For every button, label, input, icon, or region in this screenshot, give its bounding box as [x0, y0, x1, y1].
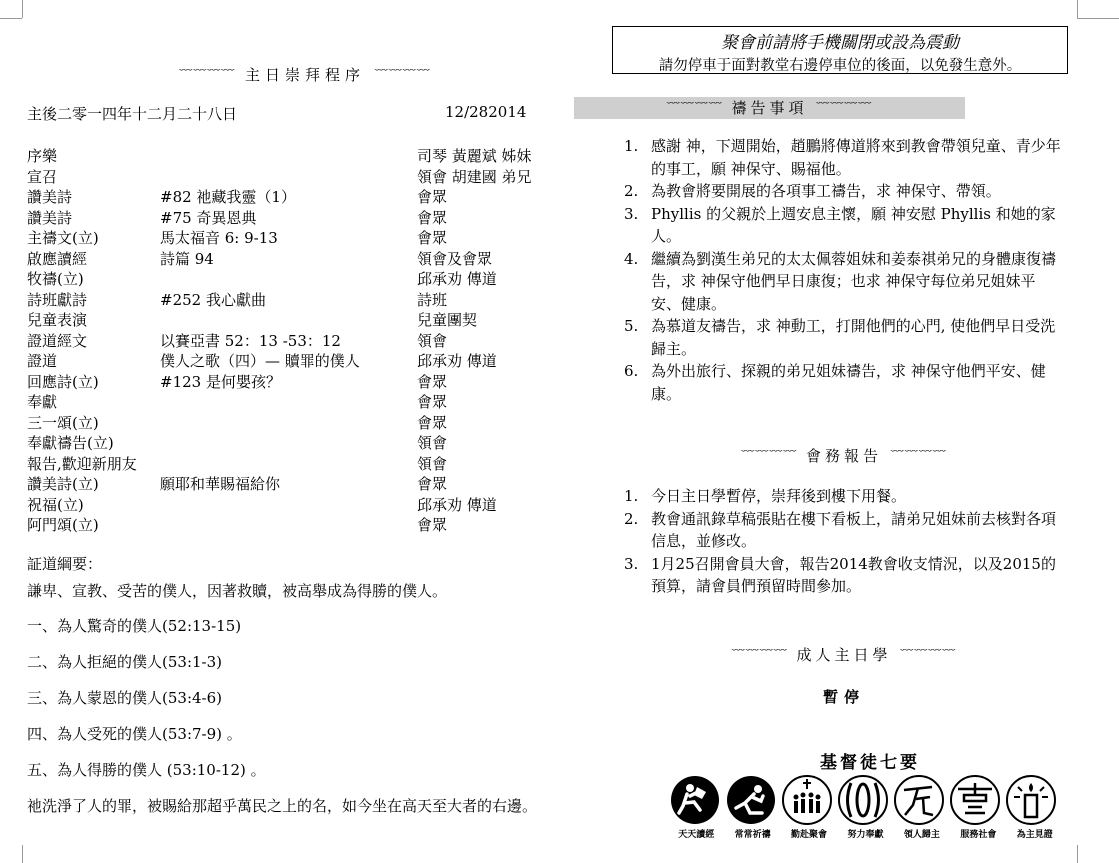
- affairs-item: [624, 553, 1064, 598]
- prayer-item-number: 2.: [624, 182, 639, 200]
- crop-mark: [1077, 18, 1119, 19]
- essential-label: 為主見證: [1016, 830, 1053, 840]
- program-leader: 領會 胡建國 弟兄: [417, 167, 532, 186]
- program-leader: 會眾: [417, 229, 448, 247]
- outline-point: 一、為人驚奇的僕人(52:13-15): [27, 617, 242, 635]
- program-leader: 詩班: [417, 290, 448, 309]
- program-item: 兒童表演: [27, 311, 88, 329]
- program-row: [27, 207, 547, 228]
- program-row: [27, 145, 547, 166]
- affairs-item-number: 3.: [624, 554, 639, 573]
- program-leader: 邱承劝 傳道: [417, 352, 497, 370]
- prayer-item-text: 繼續為劉漢生弟兄的太太佩蓉姐妹和姜泰祺弟兄的身體康復禱告，求 神保守他們早日康復；也求 神保守每位弟兄姐妹平安、健康。: [651, 249, 1057, 313]
- ornament-left: ﹋﹋﹋﹋: [741, 450, 798, 465]
- program-content: #252 我心獻曲: [160, 290, 266, 309]
- program-item: 序樂: [27, 147, 58, 165]
- ornament-right: ﹋﹋﹋﹋: [816, 102, 873, 117]
- prayer-item-number: 4.: [624, 249, 639, 268]
- program-leader: 領會及會眾: [417, 249, 493, 268]
- program-item: 報告,歡迎新朋友: [27, 454, 137, 473]
- prayer-item-number: 1.: [624, 137, 639, 155]
- notice-box: [612, 26, 1068, 74]
- program-leader: 會眾: [417, 393, 448, 411]
- program-leader: 會眾: [417, 372, 448, 391]
- gathering-icon: [783, 776, 831, 824]
- program-item: 啟應讀經: [27, 249, 88, 268]
- program-row: [27, 186, 547, 207]
- program-item: 三一頌(立): [27, 413, 99, 432]
- program-leader: 會眾: [417, 188, 448, 206]
- affairs-item-number: 1.: [624, 487, 639, 505]
- outline-conclusion: 祂洗淨了人的罪，被賜給那超乎萬民之上的名，如今坐在高天至大者的右邊。: [27, 797, 538, 815]
- seven-essentials-labels: [668, 827, 1063, 840]
- program-content: 僕人之歌（四）— 贖罪的僕人: [160, 352, 360, 370]
- prayer-item-text: 為慕道友禱告，求 神動工，打開他們的心門, 使他們早日受洗歸主。: [651, 317, 1056, 358]
- notice-phone: 聚會前請將手機關閉或設為震動: [721, 33, 959, 53]
- bible-reading-icon: [671, 776, 719, 824]
- program-item: 奉獻: [27, 393, 58, 411]
- program-leader: 領會: [417, 454, 448, 473]
- program-item: 阿門頌(立): [27, 516, 99, 534]
- program-item: 牧禱(立): [27, 270, 84, 288]
- ornament-right: ﹋﹋﹋﹋: [374, 69, 431, 84]
- program-leader: 會眾: [417, 208, 448, 227]
- program-row: [27, 412, 547, 433]
- prayer-item: [624, 360, 1064, 405]
- program-row: [27, 268, 547, 289]
- service-icon: [951, 776, 999, 824]
- program-item: 回應詩(立): [27, 372, 99, 391]
- program-content: #123 是何嬰孩？: [160, 372, 281, 391]
- outline-theme: 謙卑、宣教、受苦的僕人，因著救贖，被高舉成為得勝的僕人。: [27, 582, 448, 600]
- sunday-school-title-text: 成人主日學: [796, 646, 892, 664]
- program-row: [27, 453, 547, 474]
- program-row: [27, 289, 547, 310]
- sunday-school-status: 暫停: [822, 688, 865, 706]
- witness-icon: [1007, 776, 1055, 824]
- program-item: 證道: [27, 352, 58, 370]
- program-row: [27, 514, 547, 535]
- program-item: 讚美詩(立): [27, 475, 99, 493]
- offering-icon: [839, 776, 887, 824]
- crop-mark: [0, 18, 22, 19]
- prayer-item-number: 3.: [624, 204, 639, 223]
- ornament-left: ﹋﹋﹋﹋: [731, 649, 788, 664]
- essential-label: 努力奉獻: [847, 830, 884, 840]
- notice-parking: 請勿停車于面對教堂右邊停車位的後面，以免發生意外。: [658, 58, 1022, 74]
- prayer-item: [624, 248, 1064, 316]
- program-leader: 會眾: [417, 413, 448, 432]
- program-row: [27, 248, 547, 269]
- sermon-outline: [27, 553, 537, 817]
- outline-point: 二、為人拒絕的僕人(53:1-3): [27, 653, 223, 671]
- program-row: [27, 473, 547, 494]
- affairs-item: [624, 508, 1064, 553]
- ornament-left: ﹋﹋﹋﹋: [666, 102, 723, 117]
- program-leader: 邱承劝 傳道: [417, 495, 497, 514]
- affairs-item-text: 教會通訊錄草稿張貼在樓下看板上，請弟兄姐妹前去核對各項信息，並修改。: [651, 509, 1057, 550]
- program-item: 主禱文(立): [27, 229, 99, 247]
- program-content: 願耶和華賜福給你: [160, 475, 281, 493]
- prayer-list: [624, 135, 1064, 405]
- essential-label: 常常祈禱: [734, 830, 771, 840]
- affairs-item: [624, 485, 1064, 508]
- program-row: [27, 166, 547, 187]
- prayer-title-text: 禱告事項: [731, 99, 808, 117]
- program-item: 祝福(立): [27, 495, 84, 514]
- prayer-item-number: 6.: [624, 362, 639, 380]
- crop-mark: [1077, 845, 1078, 863]
- ornament-left: ﹋﹋﹋﹋: [179, 69, 236, 84]
- program-content: #75 奇異恩典: [160, 208, 257, 227]
- affairs-item-text: 1月25召開會員大會，報告2014教會收支情況，以及2015的預算，請會員們預留時間參加。: [651, 554, 1056, 595]
- affairs-title-text: 會務報告: [805, 447, 882, 465]
- program-content: 詩篇 94: [160, 249, 214, 268]
- essential-label: 服務社會: [960, 830, 997, 840]
- service-date: [27, 103, 527, 124]
- program-row: [27, 432, 547, 453]
- date-chinese: 主後二零一四年十二月二十八日: [27, 105, 238, 123]
- prayer-item-text: 為教會將要開展的各項事工禱告，求 神保守、帶領。: [651, 182, 1001, 200]
- affairs-item-number: 2.: [624, 509, 639, 528]
- program-item: 詩班獻詩: [27, 290, 88, 309]
- program-row: [27, 494, 547, 515]
- prayer-item: [624, 180, 1064, 203]
- essential-label: 勤赴聚會: [791, 830, 828, 840]
- evangelism-icon: [895, 776, 943, 824]
- ornament-right: ﹋﹋﹋﹋: [900, 649, 957, 664]
- affairs-item-text: 今日主日學暫停，崇拜後到樓下用餐。: [651, 487, 907, 505]
- program-title-text: 主日崇拜程序: [244, 66, 365, 84]
- date-numeric: 12/282014: [445, 103, 527, 121]
- program-row: [27, 309, 547, 330]
- program-item: 宣召: [27, 167, 58, 186]
- affairs-section-title: [624, 445, 1064, 466]
- prayer-item-text: Phyllis 的父親於上週安息主懷，願 神安慰 Phyllis 和她的家人。: [651, 204, 1056, 245]
- program-leader: 會眾: [417, 475, 448, 493]
- program-row: [27, 350, 547, 371]
- outline-point: 三、為人蒙恩的僕人(53:4-6): [27, 689, 223, 707]
- affairs-list: [624, 485, 1064, 598]
- program-row: [27, 330, 547, 351]
- program-leader: 會眾: [417, 516, 448, 534]
- program-leader: 領會: [417, 331, 448, 350]
- outline-point: 五、為人得勝的僕人 (53:10-12) 。: [27, 761, 266, 779]
- program-row: [27, 227, 547, 248]
- essential-label: 領人歸主: [903, 830, 940, 840]
- crop-mark: [22, 845, 23, 863]
- program-leader: 兒童團契: [417, 311, 478, 329]
- prayer-item-text: 感謝 神，下週開始，趙鵬將傳道將來到教會帶領兒童、青少年的事工，願 神保守、賜福他。: [651, 137, 1061, 178]
- prayer-item-text: 為外出旅行、探親的弟兄姐妹禱告，求 神保守他們平安、健康。: [651, 362, 1046, 403]
- essential-label: 天天讀經: [678, 830, 715, 840]
- program-item: 奉獻禱告(立): [27, 434, 114, 452]
- program-title: [115, 64, 495, 85]
- program-content: 馬太福音 6: 9-13: [160, 229, 278, 247]
- prayer-item: [624, 315, 1064, 360]
- service-program-table: [27, 145, 547, 535]
- praying-icon: [727, 776, 775, 824]
- crop-mark: [1077, 0, 1078, 18]
- program-item: 讚美詩: [27, 188, 73, 206]
- program-content: 以賽亞書 52：13 -53：12: [160, 331, 341, 350]
- prayer-item: [624, 135, 1064, 180]
- seven-essentials-title: 基督徒七要: [820, 753, 920, 773]
- program-item: 讚美詩: [27, 208, 73, 227]
- program-leader: 司琴 黃麗斌 姊妹: [417, 147, 532, 165]
- program-row: [27, 371, 547, 392]
- program-content: #82 祂藏我靈（1）: [160, 188, 296, 206]
- crop-mark: [22, 0, 23, 18]
- prayer-section-title: [574, 97, 965, 119]
- program-leader: 領會: [417, 434, 448, 452]
- sunday-school-title: [624, 644, 1064, 665]
- prayer-item-number: 5.: [624, 317, 639, 335]
- program-leader: 邱承劝 傳道: [417, 270, 497, 288]
- seven-essentials-icons: [668, 775, 1063, 825]
- program-item: 證道經文: [27, 331, 88, 350]
- ornament-right: ﹋﹋﹋﹋: [890, 450, 947, 465]
- prayer-item: [624, 203, 1064, 248]
- outline-point: 四、為人受死的僕人(53:7-9) 。: [27, 725, 242, 743]
- outline-heading: 証道綱要：: [27, 555, 103, 573]
- program-row: [27, 391, 547, 412]
